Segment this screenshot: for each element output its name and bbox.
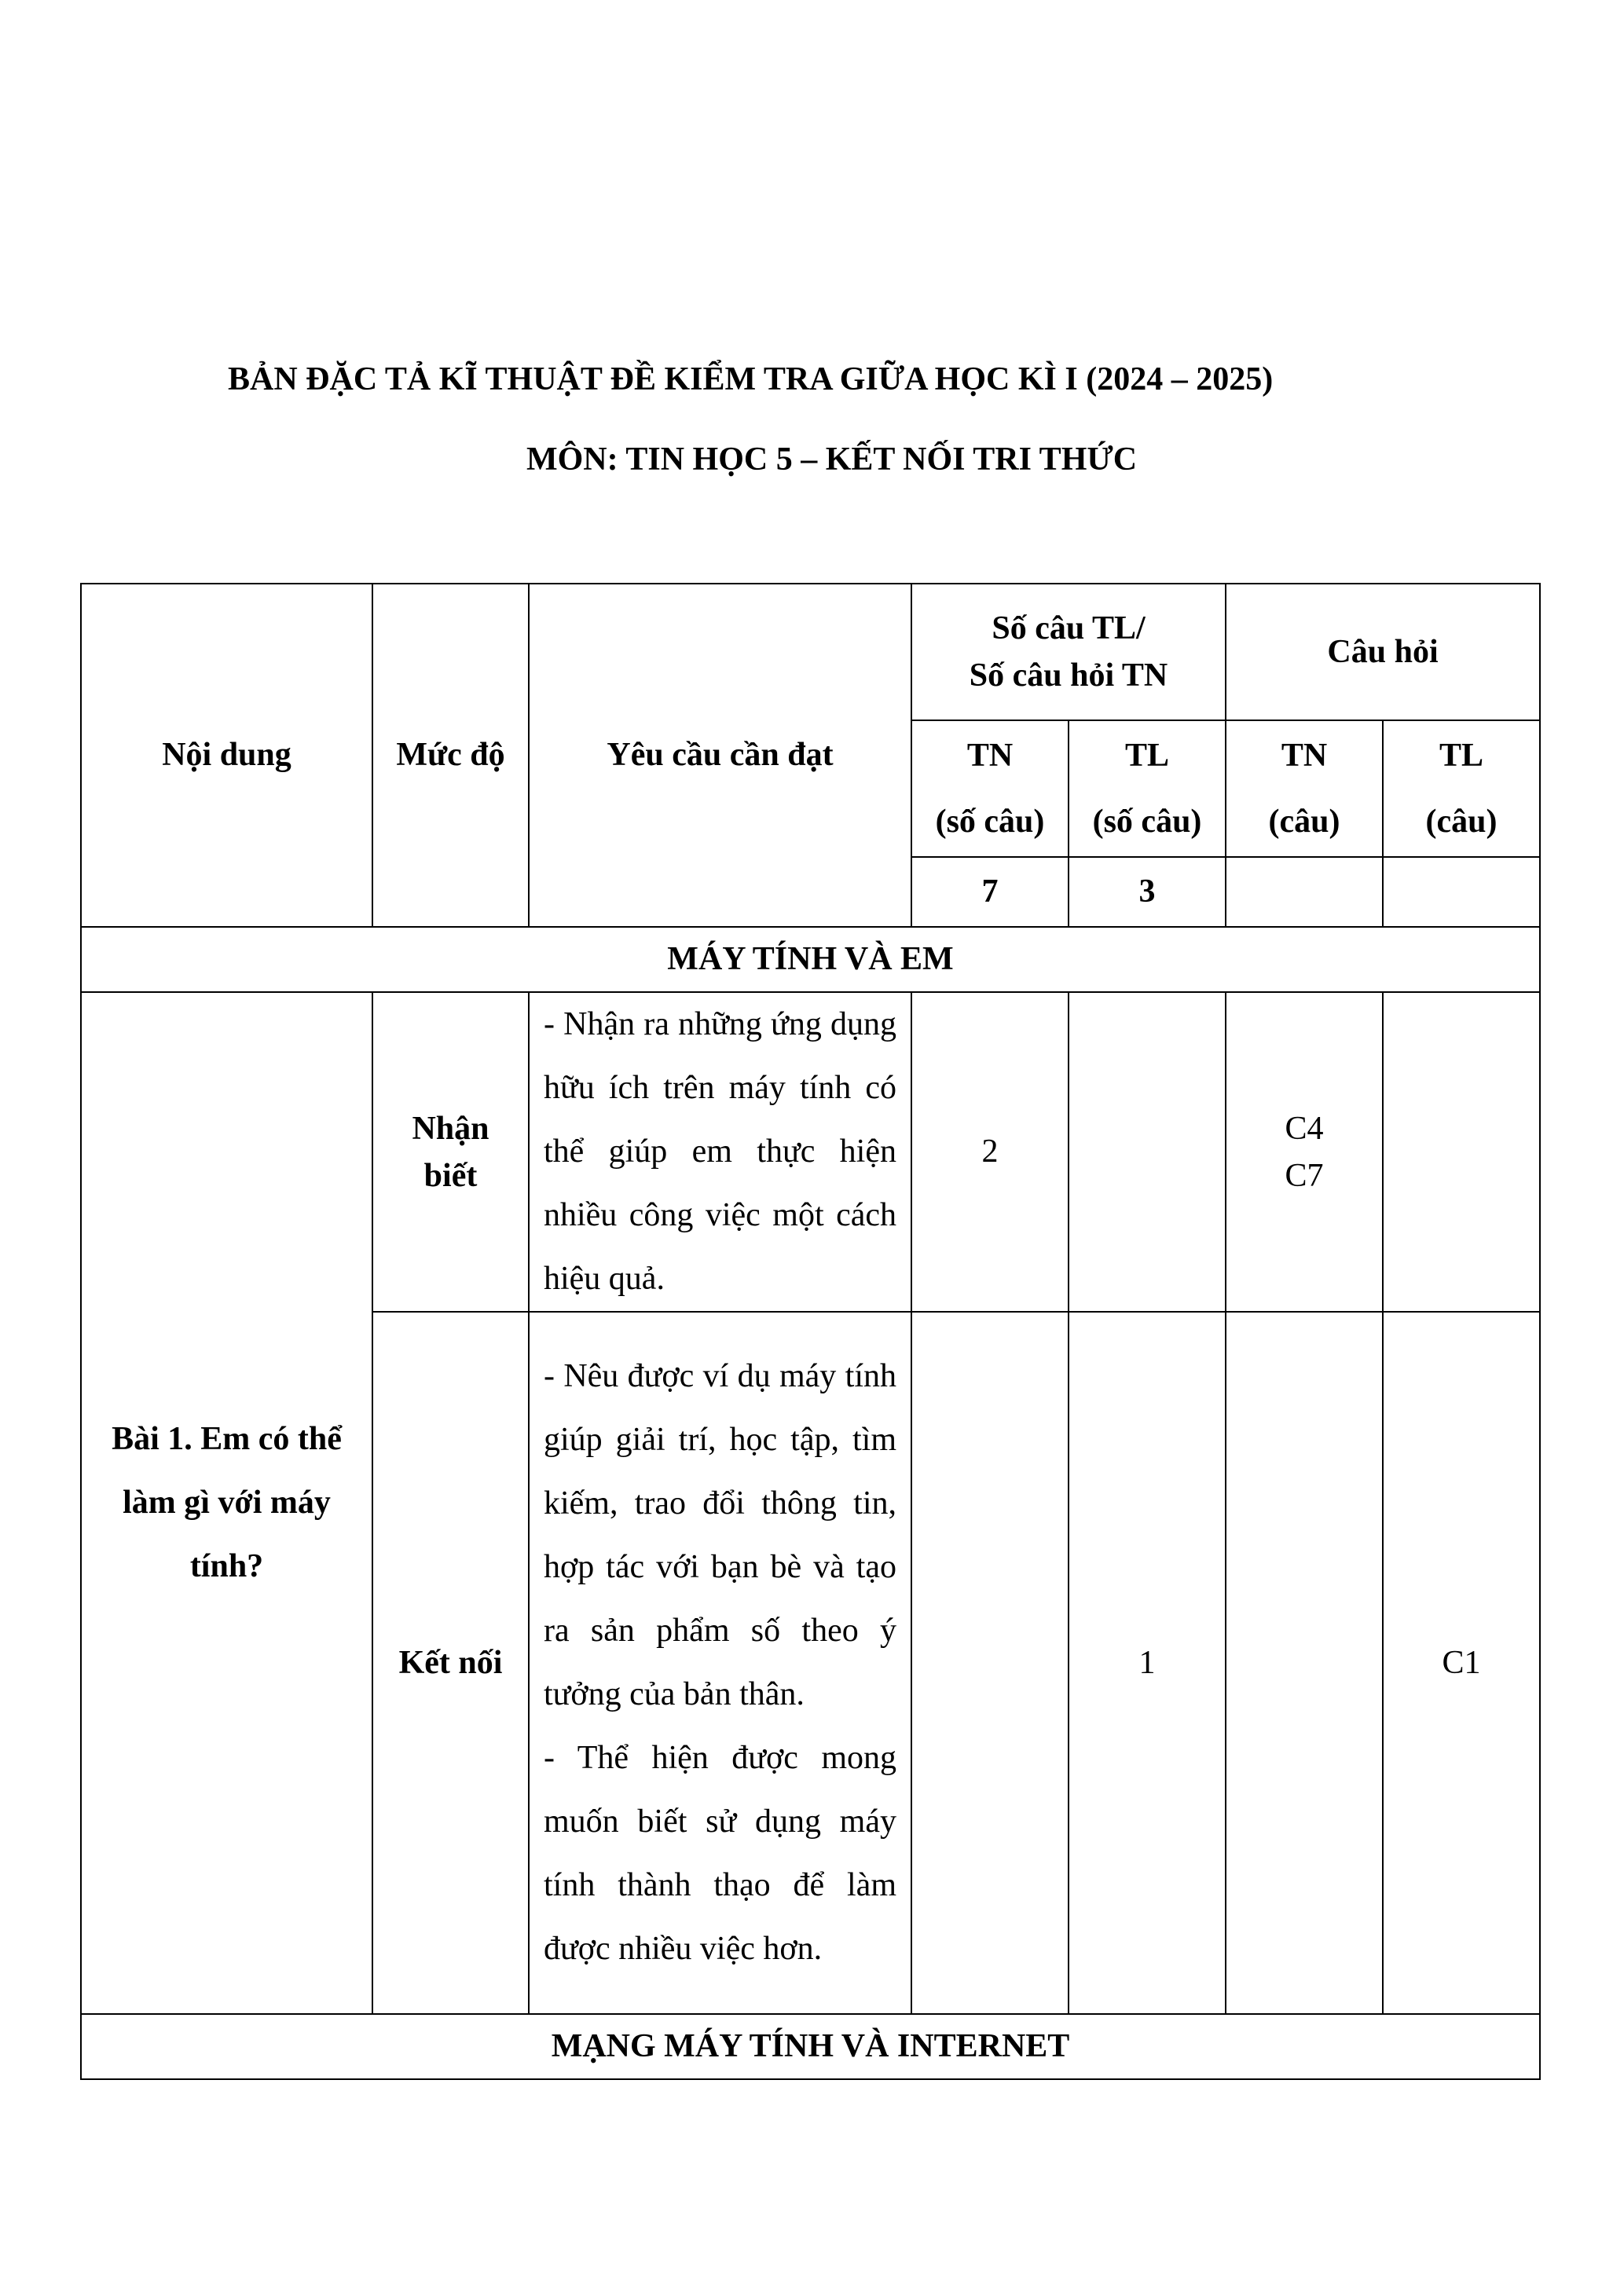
lesson-name [81, 992, 372, 2014]
document-subtitle: MÔN: TIN HỌC 5 – KẾT NỐI TRI THỨC [526, 441, 1138, 478]
sub-header-tl-so-cau-line2: (số câu) [1092, 804, 1202, 840]
tn-question-cell [1226, 1312, 1383, 2014]
sub-header-tn-cau-line2: (câu) [1268, 804, 1340, 840]
section-title: MÁY TÍNH VÀ EM [81, 927, 1540, 992]
tn-question-line2: C7 [1285, 1157, 1324, 1194]
sub-header-tn-so-cau-line2: (số câu) [935, 804, 1045, 840]
tl-count-cell: 1 [1069, 1312, 1226, 2014]
requirement-cell [529, 992, 911, 1312]
tn-count-cell: 2 [911, 992, 1069, 1312]
section-title: MẠNG MÁY TÍNH VÀ INTERNET [81, 2014, 1540, 2079]
header-muc-do: Mức độ [372, 584, 529, 927]
header-row-1 [81, 584, 1540, 720]
section-row [81, 2014, 1540, 2079]
header-cau-hoi: Câu hỏi [1226, 584, 1540, 720]
sub-header-tl-so-cau-line1: TL [1124, 738, 1170, 774]
sub-header-tn-so-cau-line1: TN [966, 738, 1014, 774]
sub-header-tn-cau [1226, 720, 1383, 857]
sub-header-tn-so-cau [911, 720, 1069, 857]
header-so-cau-line1: Số câu TL/ [992, 610, 1146, 646]
tn-question-cell [1226, 992, 1383, 1312]
total-tl-cau [1383, 857, 1540, 927]
tl-question-cell [1383, 992, 1540, 1312]
sub-header-tl-so-cau [1069, 720, 1226, 857]
total-tl: 3 [1069, 857, 1226, 927]
sub-header-tn-cau-line1: TN [1281, 738, 1328, 774]
document-title: BẢN ĐẶC TẢ KĨ THUẬT ĐỀ KIỂM TRA GIỮA HỌC KÌ I (2024 – 2025) [228, 361, 1274, 397]
header-so-cau-line2: Số câu hỏi TN [969, 657, 1168, 694]
sub-header-tl-cau-line2: (câu) [1425, 804, 1498, 840]
total-tn: 7 [911, 857, 1069, 927]
tl-question-cell: C1 [1383, 1312, 1540, 2014]
level-line1: Nhận [412, 1110, 489, 1147]
section-row [81, 927, 1540, 992]
sub-header-tl-cau-line1: TL [1439, 738, 1484, 774]
header-yeu-cau: Yêu cầu cần đạt [529, 584, 911, 927]
header-noi-dung: Nội dung [81, 584, 372, 927]
tl-count-cell [1069, 992, 1226, 1312]
header-so-cau [911, 584, 1226, 720]
level-cell [372, 992, 529, 1312]
spec-table [80, 583, 1541, 2080]
tn-count-cell [911, 1312, 1069, 2014]
lesson-name-text: Bài 1. Em có thể làm gì với máy tính? [112, 1421, 342, 1584]
total-tn-cau [1226, 857, 1383, 927]
table-row [81, 992, 1540, 1312]
requirement-cell [529, 1312, 911, 2014]
sub-header-tl-cau [1383, 720, 1540, 857]
tn-question-line1: C4 [1285, 1110, 1324, 1147]
level-line2: biết [423, 1157, 478, 1194]
requirement-text: - Nhận ra những ứng dụng hữu ích trên máy tính có thể giúp em thực hiện nhiều công việc một cách hiệu quả. [544, 1006, 896, 1297]
requirement-text: - Thể hiện được mong muốn biết sử dụng máy tính thành thạo để làm được nhiều việc hơn. [544, 1740, 896, 1967]
requirement-text: - Nêu được ví dụ máy tính giúp giải trí, học tập, tìm kiếm, trao đổi thông tin, hợp tác với bạn bè và tạo ra sản phẩm số theo ý tưởng của bản thân. [544, 1358, 896, 1712]
level-cell: Kết nối [372, 1312, 529, 2014]
